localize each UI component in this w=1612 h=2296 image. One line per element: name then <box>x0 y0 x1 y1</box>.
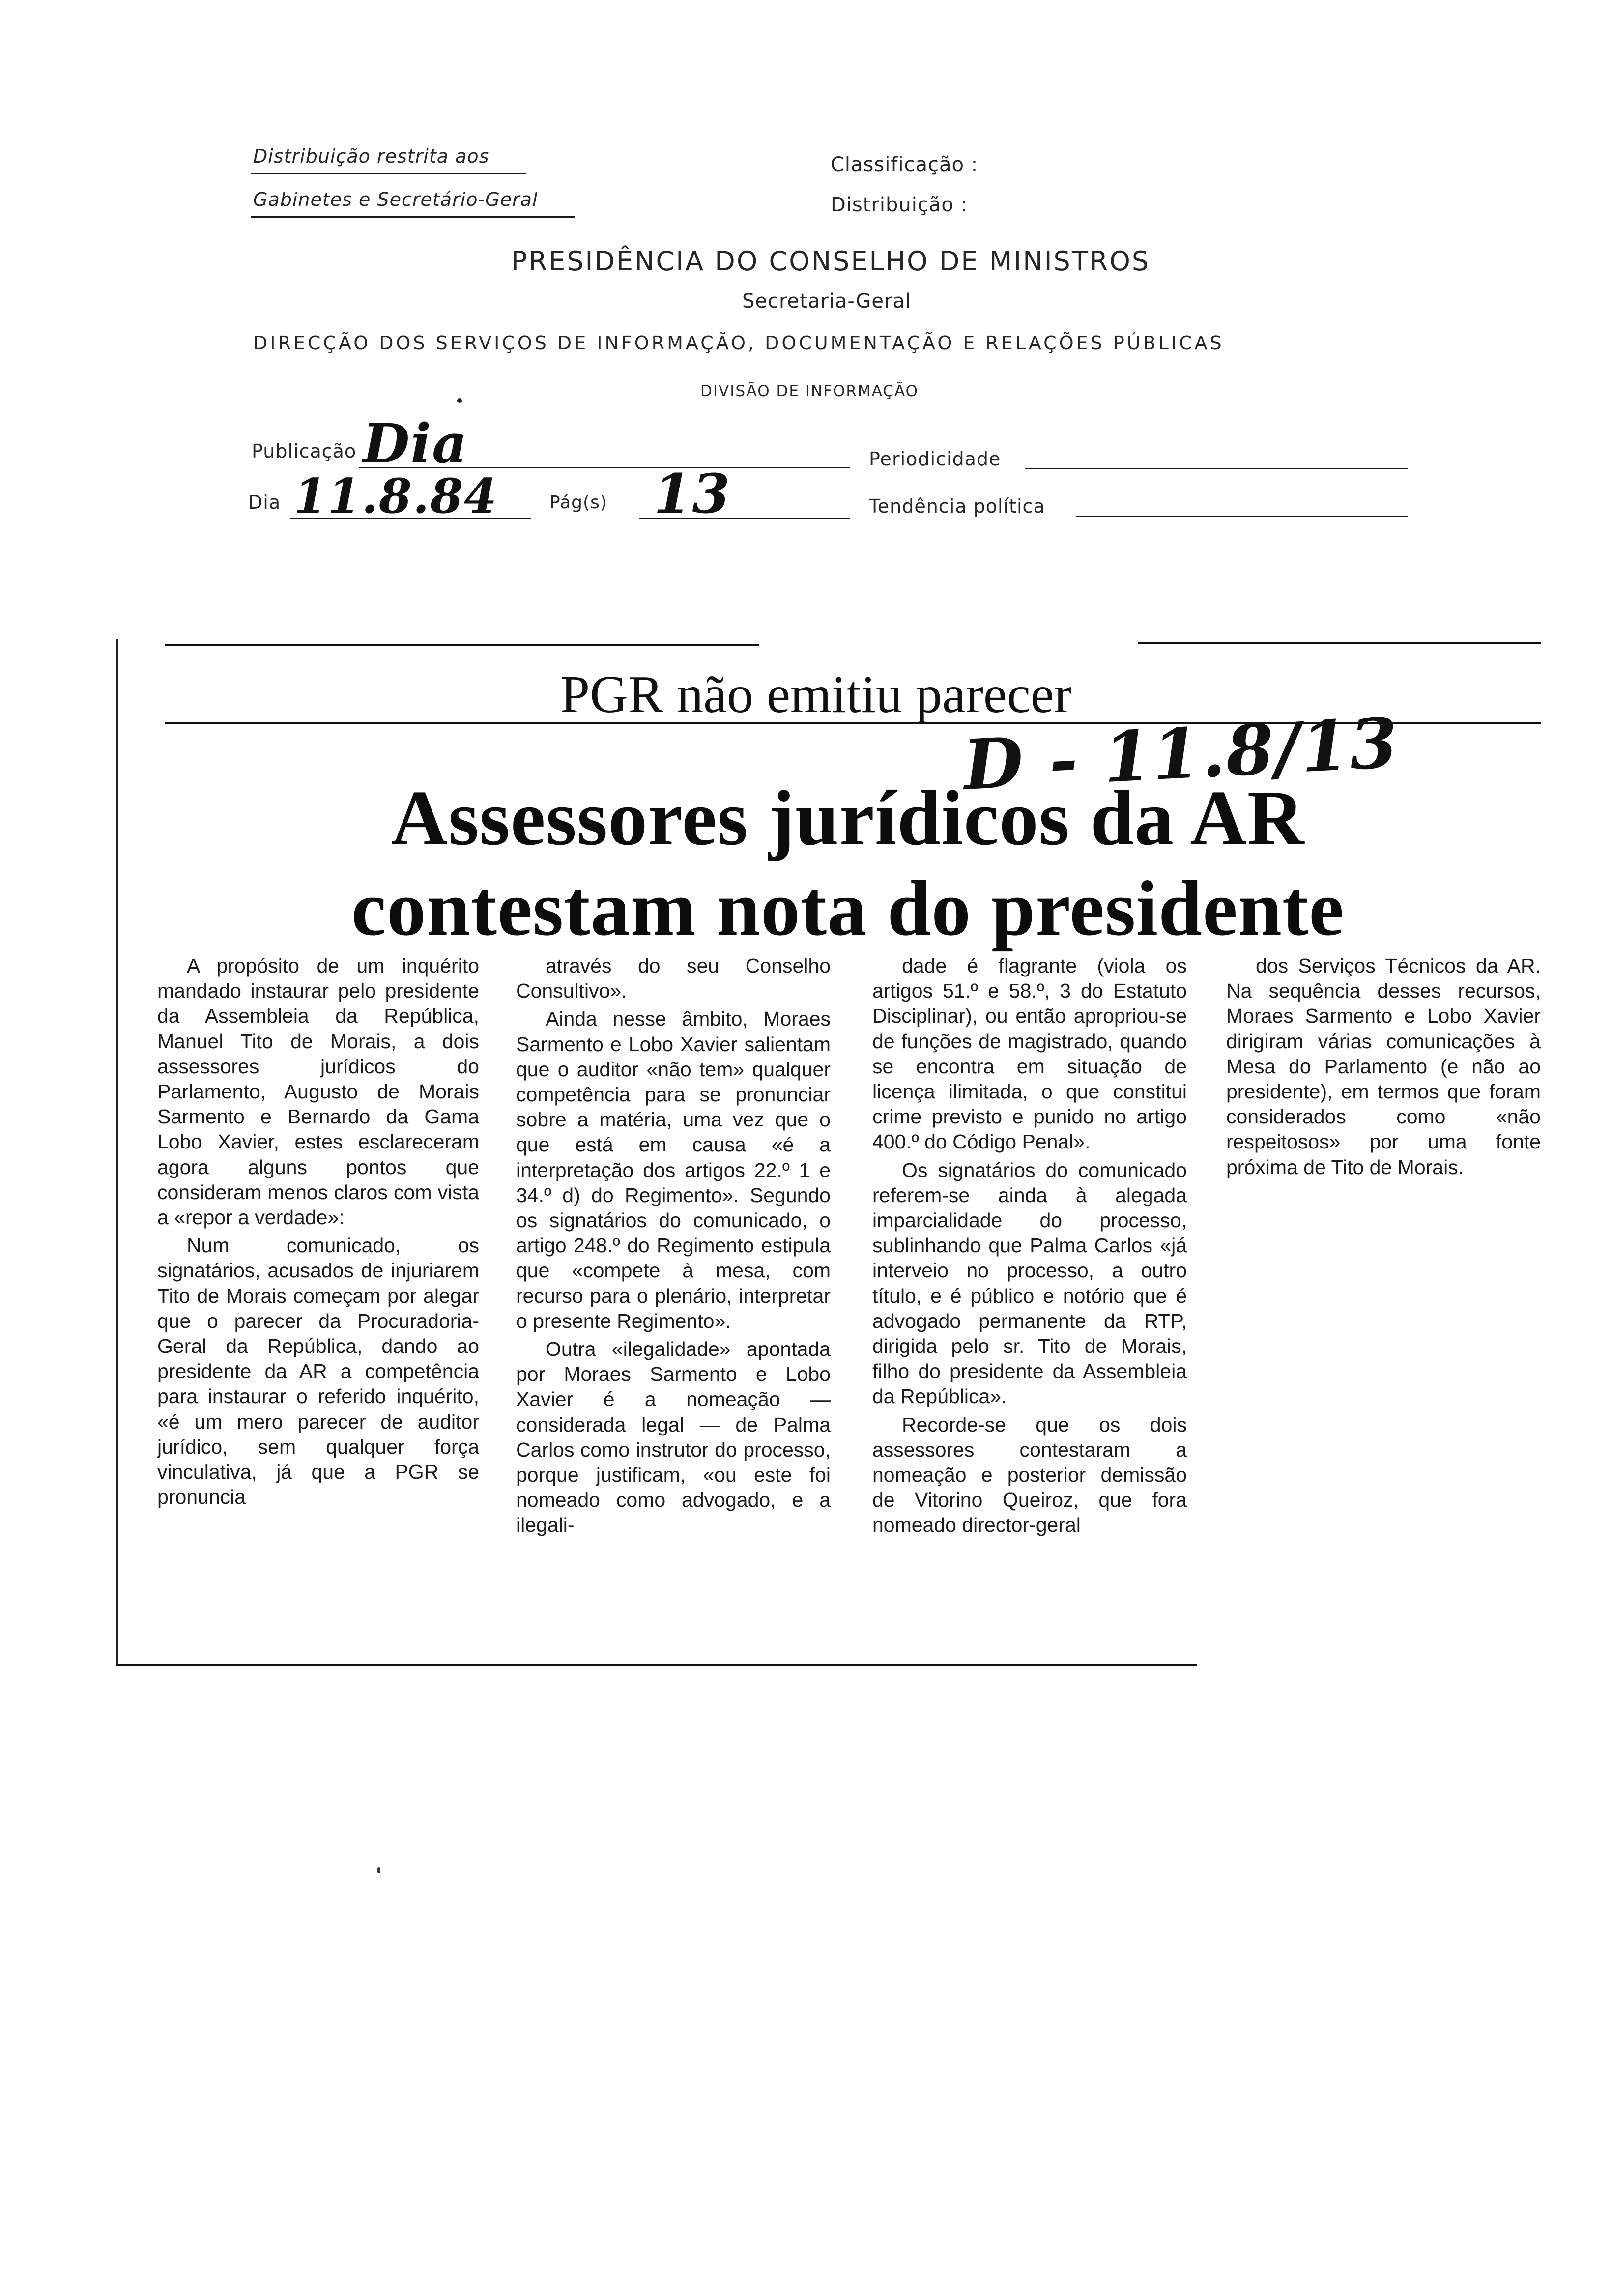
article-paragraph: através do seu Conselho Consultivo». <box>516 954 831 1003</box>
institution-title: PRESIDÊNCIA DO CONSELHO DE MINISTROS <box>511 246 1151 277</box>
article-paragraph: Outra «ilegalidade» apontada por Moraes Sarmento e Lobo Xavier é a nomeação — considerada legal — de Palma Carlos como instrutor do processo, porque justificam, «ou este foi nomeado como advogado, e a ilegali- <box>516 1338 831 1537</box>
clipping-top-rule-left <box>165 644 759 646</box>
day-handwritten-value: 11.8.84 <box>294 468 498 524</box>
division-title: DIVISÃO DE INFORMAÇÃO <box>700 382 919 400</box>
clipping-bottom-rule <box>116 1664 1197 1666</box>
kicker-headline: PGR não emitiu parecer <box>560 665 1072 724</box>
distribution-label: Distribuição : <box>831 194 968 216</box>
directorate-title: DIRECÇÃO DOS SERVIÇOS DE INFORMAÇÃO, DOCUMENTAÇÃO E RELAÇÕES PÚBLICAS <box>253 332 1224 354</box>
periodicity-underline <box>1025 468 1408 469</box>
publication-handwritten-value: Dia <box>363 412 468 475</box>
distribution-restriction-underline-2 <box>251 216 575 218</box>
article-paragraph: Ainda nesse âmbito, Moraes Sarmento e Lobo Xavier salientam que o auditor «não tem» qualquer competência para se pronunciar sobre a matéria, uma vez que o que está em causa «é a interpretação dos artigos 22.º 1 e 34.º d) do Regimento». Segundo os signatários do comunicado, o artigo 248.º do Regimento estipula que «compete à mesa, com recurso para o plenário, interpretar o presente Regimento». <box>516 1007 831 1332</box>
political-tendency-label: Tendência política <box>869 495 1045 517</box>
article-column-3 <box>872 953 1187 1651</box>
pages-underline <box>639 518 850 519</box>
article-column-1 <box>157 953 479 1651</box>
scan-speck <box>377 1867 380 1873</box>
distribution-restriction-line2: Gabinetes e Secretário-Geral <box>253 189 538 210</box>
day-underline <box>290 518 531 519</box>
distribution-restriction-line1: Distribuição restrita aos <box>253 145 489 167</box>
clipping-top-rule-right <box>1138 642 1541 644</box>
scan-speck <box>457 398 462 403</box>
pages-handwritten-value: 13 <box>654 462 731 525</box>
article-paragraph: dade é flagrante (viola os artigos 51.º e 58.º, 3 do Estatuto Disciplinar), ou então apropriou-se de funções de magistrado, quando se encontra em situação de licença ilimitada, o que constitui crime previsto e punido no artigo 400.º do Código Penal». <box>872 954 1187 1153</box>
article-column-2 <box>516 953 831 1651</box>
article-paragraph: Recorde-se que os dois assessores contestaram a nomeação e posterior demissão de Vitorino Queiroz, que fora nomeado director-geral <box>872 1413 1187 1537</box>
article-paragraph: Num comunicado, os signatários, acusados de injuriarem Tito de Morais começam por alegar que o parecer da Procuradoria-Geral da República, dando ao presidente da AR a competência para instaurar o referido inquérito, «é um mero parecer de auditor jurídico, sem qualquer força vinculativa, já que a PGR se pronuncia <box>157 1234 479 1509</box>
secretariat-title: Secretaria-Geral <box>742 290 912 313</box>
clipping-left-border <box>116 639 118 1666</box>
article-paragraph: A propósito de um inquérito mandado instaurar pelo presidente da Assembleia da República, Manuel Tito de Morais, a dois assessores jurídicos do Parlamento, Augusto de Morais Sarmento e Bernardo da Gama Lobo Xavier, estes esclareceram agora alguns pontos que consideram menos claros com vista a «repor a verdade»: <box>157 954 479 1229</box>
article-headline-line2: contestam nota do presidente <box>351 864 1345 952</box>
day-label: Dia <box>248 491 281 513</box>
article-paragraph: dos Serviços Técnicos da AR. Na sequência desses recursos, Moraes Sarmento e Lobo Xavier dirigiram várias comunicações à Mesa do Parlamento (e não ao presidente), em termos que foram considerados como «não respeitosos» por uma fonte próxima de Tito de Morais. <box>1226 954 1541 1178</box>
distribution-restriction-underline <box>251 173 526 174</box>
publication-label: Publicação <box>252 440 357 462</box>
political-tendency-underline <box>1076 516 1408 517</box>
periodicity-label: Periodicidade <box>869 448 1001 470</box>
pages-label: Pág(s) <box>549 492 607 513</box>
article-headline-line1: Assessores jurídicos da AR <box>391 774 1305 861</box>
article-column-4 <box>1226 953 1541 1229</box>
handwritten-date-note: D - 11.8/13 <box>961 702 1401 806</box>
article-paragraph: Os signatários do comunicado referem-se ainda à alegada imparcialidade do processo, sublinhando que Palma Carlos «já interveio no processo, a outro título, e é público e notório que é advogado permanente da RTP, dirigida pelo sr. Tito de Morais, filho do presidente da Assembleia da República». <box>872 1158 1187 1408</box>
classification-label: Classificação : <box>831 153 979 176</box>
